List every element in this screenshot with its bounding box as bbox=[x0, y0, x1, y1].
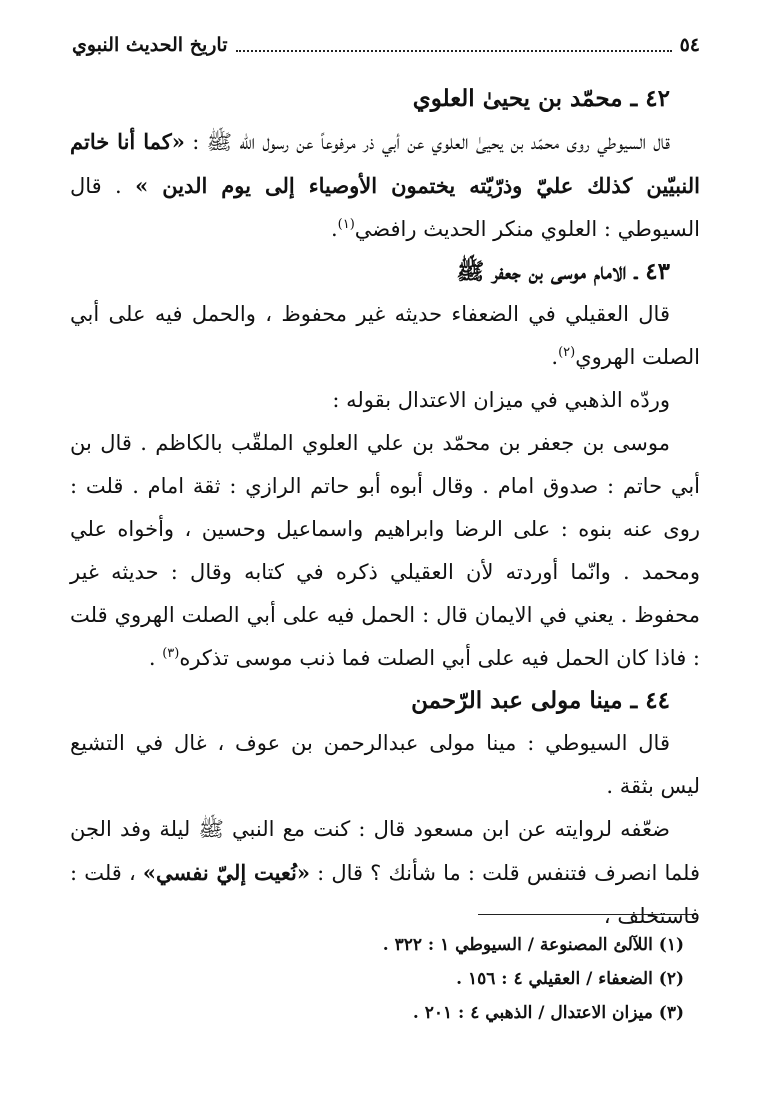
body-paragraph bbox=[70, 293, 700, 379]
body-paragraph bbox=[70, 422, 700, 680]
footnotes bbox=[70, 928, 698, 1030]
paragraph-text: . bbox=[330, 217, 338, 241]
running-title: تاريخ الحديث النبوي bbox=[72, 34, 228, 56]
entry-heading: ٤٢ ـ محمّد بن يحيىٰ العلوي bbox=[412, 85, 670, 112]
footnote-reference[interactable]: (٢) bbox=[558, 345, 576, 360]
body-paragraph bbox=[70, 722, 700, 808]
body-paragraph bbox=[70, 120, 700, 251]
page-number: ٥٤ bbox=[679, 34, 700, 56]
paragraph-text: . bbox=[148, 646, 163, 670]
footnote-separator bbox=[478, 914, 698, 915]
paragraph-text: ضعّفه لروايته عن ابن مسعود قال : كنت مع النبي ﷺ ليلة وفد الجن فلما انصرف فتنفس قلت : ما شأنك ؟ قال : bbox=[70, 817, 700, 885]
page-body bbox=[70, 78, 700, 938]
body-paragraph bbox=[70, 379, 700, 422]
paragraph-text: . قال السيوطي : العلوي منكر الحديث رافضي bbox=[70, 174, 700, 241]
paragraph-text: قال العقيلي في الضعفاء حديثه غير محفوظ ، والحمل فيه على أبي الصلت الهروي bbox=[70, 302, 700, 369]
body-paragraph bbox=[70, 808, 700, 938]
paragraph-text: قال السيوطي روى محمّد بن يحيىٰ العلوي عن أبي ذر مرفوعاً عن رسول الله ﷺ : bbox=[184, 130, 671, 154]
paragraph-text: . bbox=[551, 345, 559, 369]
header-dotted-leader bbox=[236, 50, 672, 52]
quoted-hadith: «نُعيت إليّ نفسي» bbox=[142, 860, 311, 885]
entry-heading: ٤٣ ـ الامام موسى بن جعفر ﷺ bbox=[456, 258, 670, 285]
footnote-item: (١) اللآلئ المصنوعة / السيوطي ١ : ٣٢٢ . bbox=[382, 935, 684, 955]
quoted-hadith: «كما أنا خاتم النبيّين كذلك عليّ وذرّيّته يختمون الأوصياء إلى يوم الدين » bbox=[70, 129, 700, 198]
paragraph-text: ، قلت : فاستخلف ، bbox=[70, 861, 700, 928]
footnote-reference[interactable]: (١) bbox=[337, 217, 355, 232]
footnote-item: (٣) ميزان الاعتدال / الذهبي ٤ : ٢٠١ . bbox=[412, 1003, 684, 1023]
paragraph-text: وردّه الذهبي في ميزان الاعتدال بقوله : bbox=[332, 388, 670, 412]
footnote-reference[interactable]: (٣) bbox=[162, 646, 180, 661]
entry-heading: ٤٤ ـ مينا مولى عبد الرّحمن bbox=[411, 687, 670, 714]
paragraph-text: موسى بن جعفر بن محمّد بن علي العلوي الملقّب بالكاظم . قال بن أبي حاتم : صدوق امام . وقال أبوه أبو حاتم الرازي : ثقة امام . قلت : روى عنه بنوه : على الرضا وابراهيم واسماعيل وحسين ، وأخواه علي ومحمد . وانّما أوردته لأن العقيلي ذكره في كتابه وقال : حديثه غير محفوظ . يعني في الايمان قال : الحمل فيه على أبي الصلت الهروي قلت : فاذا كان الحمل فيه على أبي الصلت فما ذنب موسى تذكره bbox=[70, 431, 700, 670]
paragraph-text: قال السيوطي : مينا مولى عبدالرحمن بن عوف ، غال في التشيع ليس بثقة . bbox=[70, 731, 700, 798]
page-header bbox=[72, 28, 700, 62]
footnote-item: (٢) الضعفاء / العقيلي ٤ : ١٥٦ . bbox=[456, 969, 684, 989]
